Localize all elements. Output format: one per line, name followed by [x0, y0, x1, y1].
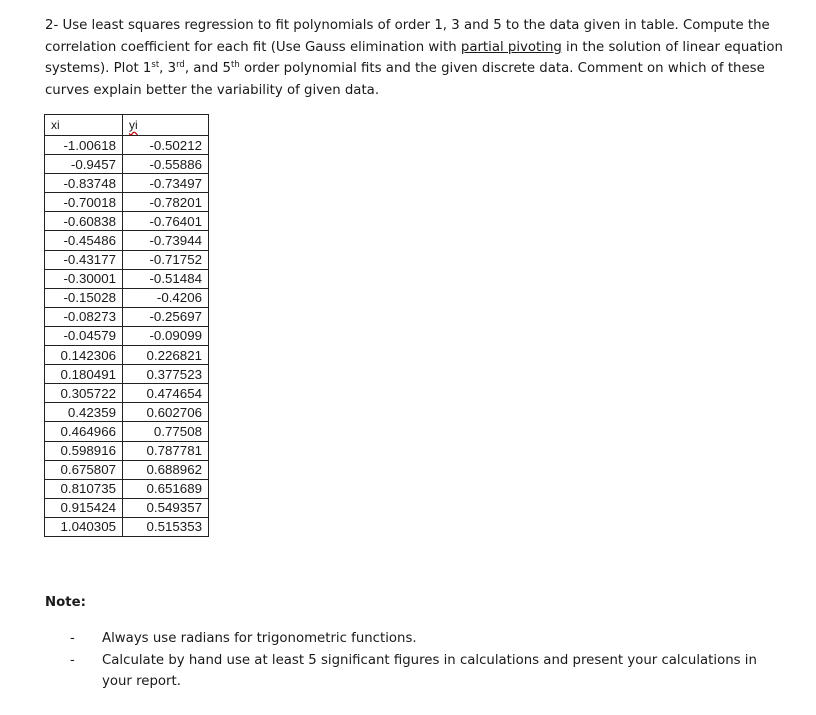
partial-pivoting-underlined: partial pivoting [460, 39, 562, 55]
cell-x: -1.00618 [45, 136, 123, 155]
data-table [44, 114, 209, 537]
problem-text-4: , and 5 [184, 61, 231, 76]
cell-y: -0.73944 [123, 231, 209, 250]
cell-y: 0.787781 [123, 441, 209, 460]
cell-x: -0.08273 [45, 307, 123, 326]
table-row [45, 288, 209, 307]
problem-statement [45, 15, 785, 101]
table-row [45, 346, 209, 365]
table-row [45, 136, 209, 155]
table-row [45, 460, 209, 479]
superscript-rd: rd [176, 60, 185, 70]
table-row [45, 307, 209, 326]
table-row [45, 269, 209, 288]
cell-x: 0.675807 [45, 460, 123, 479]
cell-y: 0.377523 [123, 365, 209, 384]
cell-y: 0.651689 [123, 479, 209, 498]
cell-y: 0.474654 [123, 384, 209, 403]
table-row [45, 498, 209, 517]
superscript-st: st [151, 60, 160, 70]
cell-y: 0.226821 [123, 346, 209, 365]
cell-x: -0.04579 [45, 326, 123, 345]
cell-x: 0.598916 [45, 441, 123, 460]
cell-x: 0.915424 [45, 498, 123, 517]
cell-x: -0.45486 [45, 231, 123, 250]
cell-x: 0.42359 [45, 403, 123, 422]
problem-text-1: 2- Use least squares regression to fit polynomials of order 1, 3 and 5 to the data given in table. Compute the correlation coefficient for each fit (Use Gauss elimination with [45, 18, 770, 55]
cell-y: -0.51484 [123, 269, 209, 288]
table-row [45, 193, 209, 212]
cell-y: -0.09099 [123, 326, 209, 345]
table-row [45, 326, 209, 345]
header-yi: yi [123, 115, 209, 136]
cell-y: -0.50212 [123, 136, 209, 155]
dash-bullet: - [70, 652, 75, 668]
table-body [45, 136, 209, 537]
table-row [45, 441, 209, 460]
table-row [45, 479, 209, 498]
table-row [45, 365, 209, 384]
table-header-row [45, 115, 209, 136]
cell-y: 0.77508 [123, 422, 209, 441]
table-row [45, 250, 209, 269]
table-row [45, 174, 209, 193]
table-row [45, 403, 209, 422]
problem-text-2: in the solution of linear equation systems). Plot 1 [45, 39, 783, 76]
table-row [45, 422, 209, 441]
cell-y: 0.602706 [123, 403, 209, 422]
table-row [45, 155, 209, 174]
cell-x: -0.43177 [45, 250, 123, 269]
table-row [45, 517, 209, 536]
cell-x: -0.70018 [45, 193, 123, 212]
header-xi: xi [45, 115, 123, 136]
superscript-th: th [230, 60, 240, 70]
cell-x: 0.810735 [45, 479, 123, 498]
cell-x: -0.30001 [45, 269, 123, 288]
note-item: - Always use radians for trigonometric functions. [70, 628, 780, 650]
note-list [70, 628, 780, 693]
cell-y: -0.73497 [123, 174, 209, 193]
note-label: Note: [45, 595, 86, 610]
cell-y: -0.78201 [123, 193, 209, 212]
cell-x: -0.60838 [45, 212, 123, 231]
cell-x: -0.15028 [45, 288, 123, 307]
problem-text-5: order polynomial fits and the given discrete data. Comment on which of these curves explain better the variability of given data. [45, 61, 765, 98]
cell-x: 0.305722 [45, 384, 123, 403]
cell-y: -0.55886 [123, 155, 209, 174]
cell-x: 0.142306 [45, 346, 123, 365]
cell-y: 0.549357 [123, 498, 209, 517]
cell-x: 1.040305 [45, 517, 123, 536]
cell-x: -0.83748 [45, 174, 123, 193]
cell-y: -0.76401 [123, 212, 209, 231]
problem-text-3: , 3 [159, 61, 177, 76]
table-row [45, 384, 209, 403]
table-row [45, 212, 209, 231]
cell-x: -0.9457 [45, 155, 123, 174]
table-row [45, 231, 209, 250]
cell-x: 0.180491 [45, 365, 123, 384]
cell-x: 0.464966 [45, 422, 123, 441]
cell-y: 0.515353 [123, 517, 209, 536]
dash-bullet: - [70, 631, 75, 646]
cell-y: -0.4206 [123, 288, 209, 307]
note-item: - Calculate by hand use at least 5 significant figures in calculations and present your calculations in your report. [70, 650, 780, 693]
cell-y: -0.25697 [123, 307, 209, 326]
cell-y: 0.688962 [123, 460, 209, 479]
cell-y: -0.71752 [123, 250, 209, 269]
